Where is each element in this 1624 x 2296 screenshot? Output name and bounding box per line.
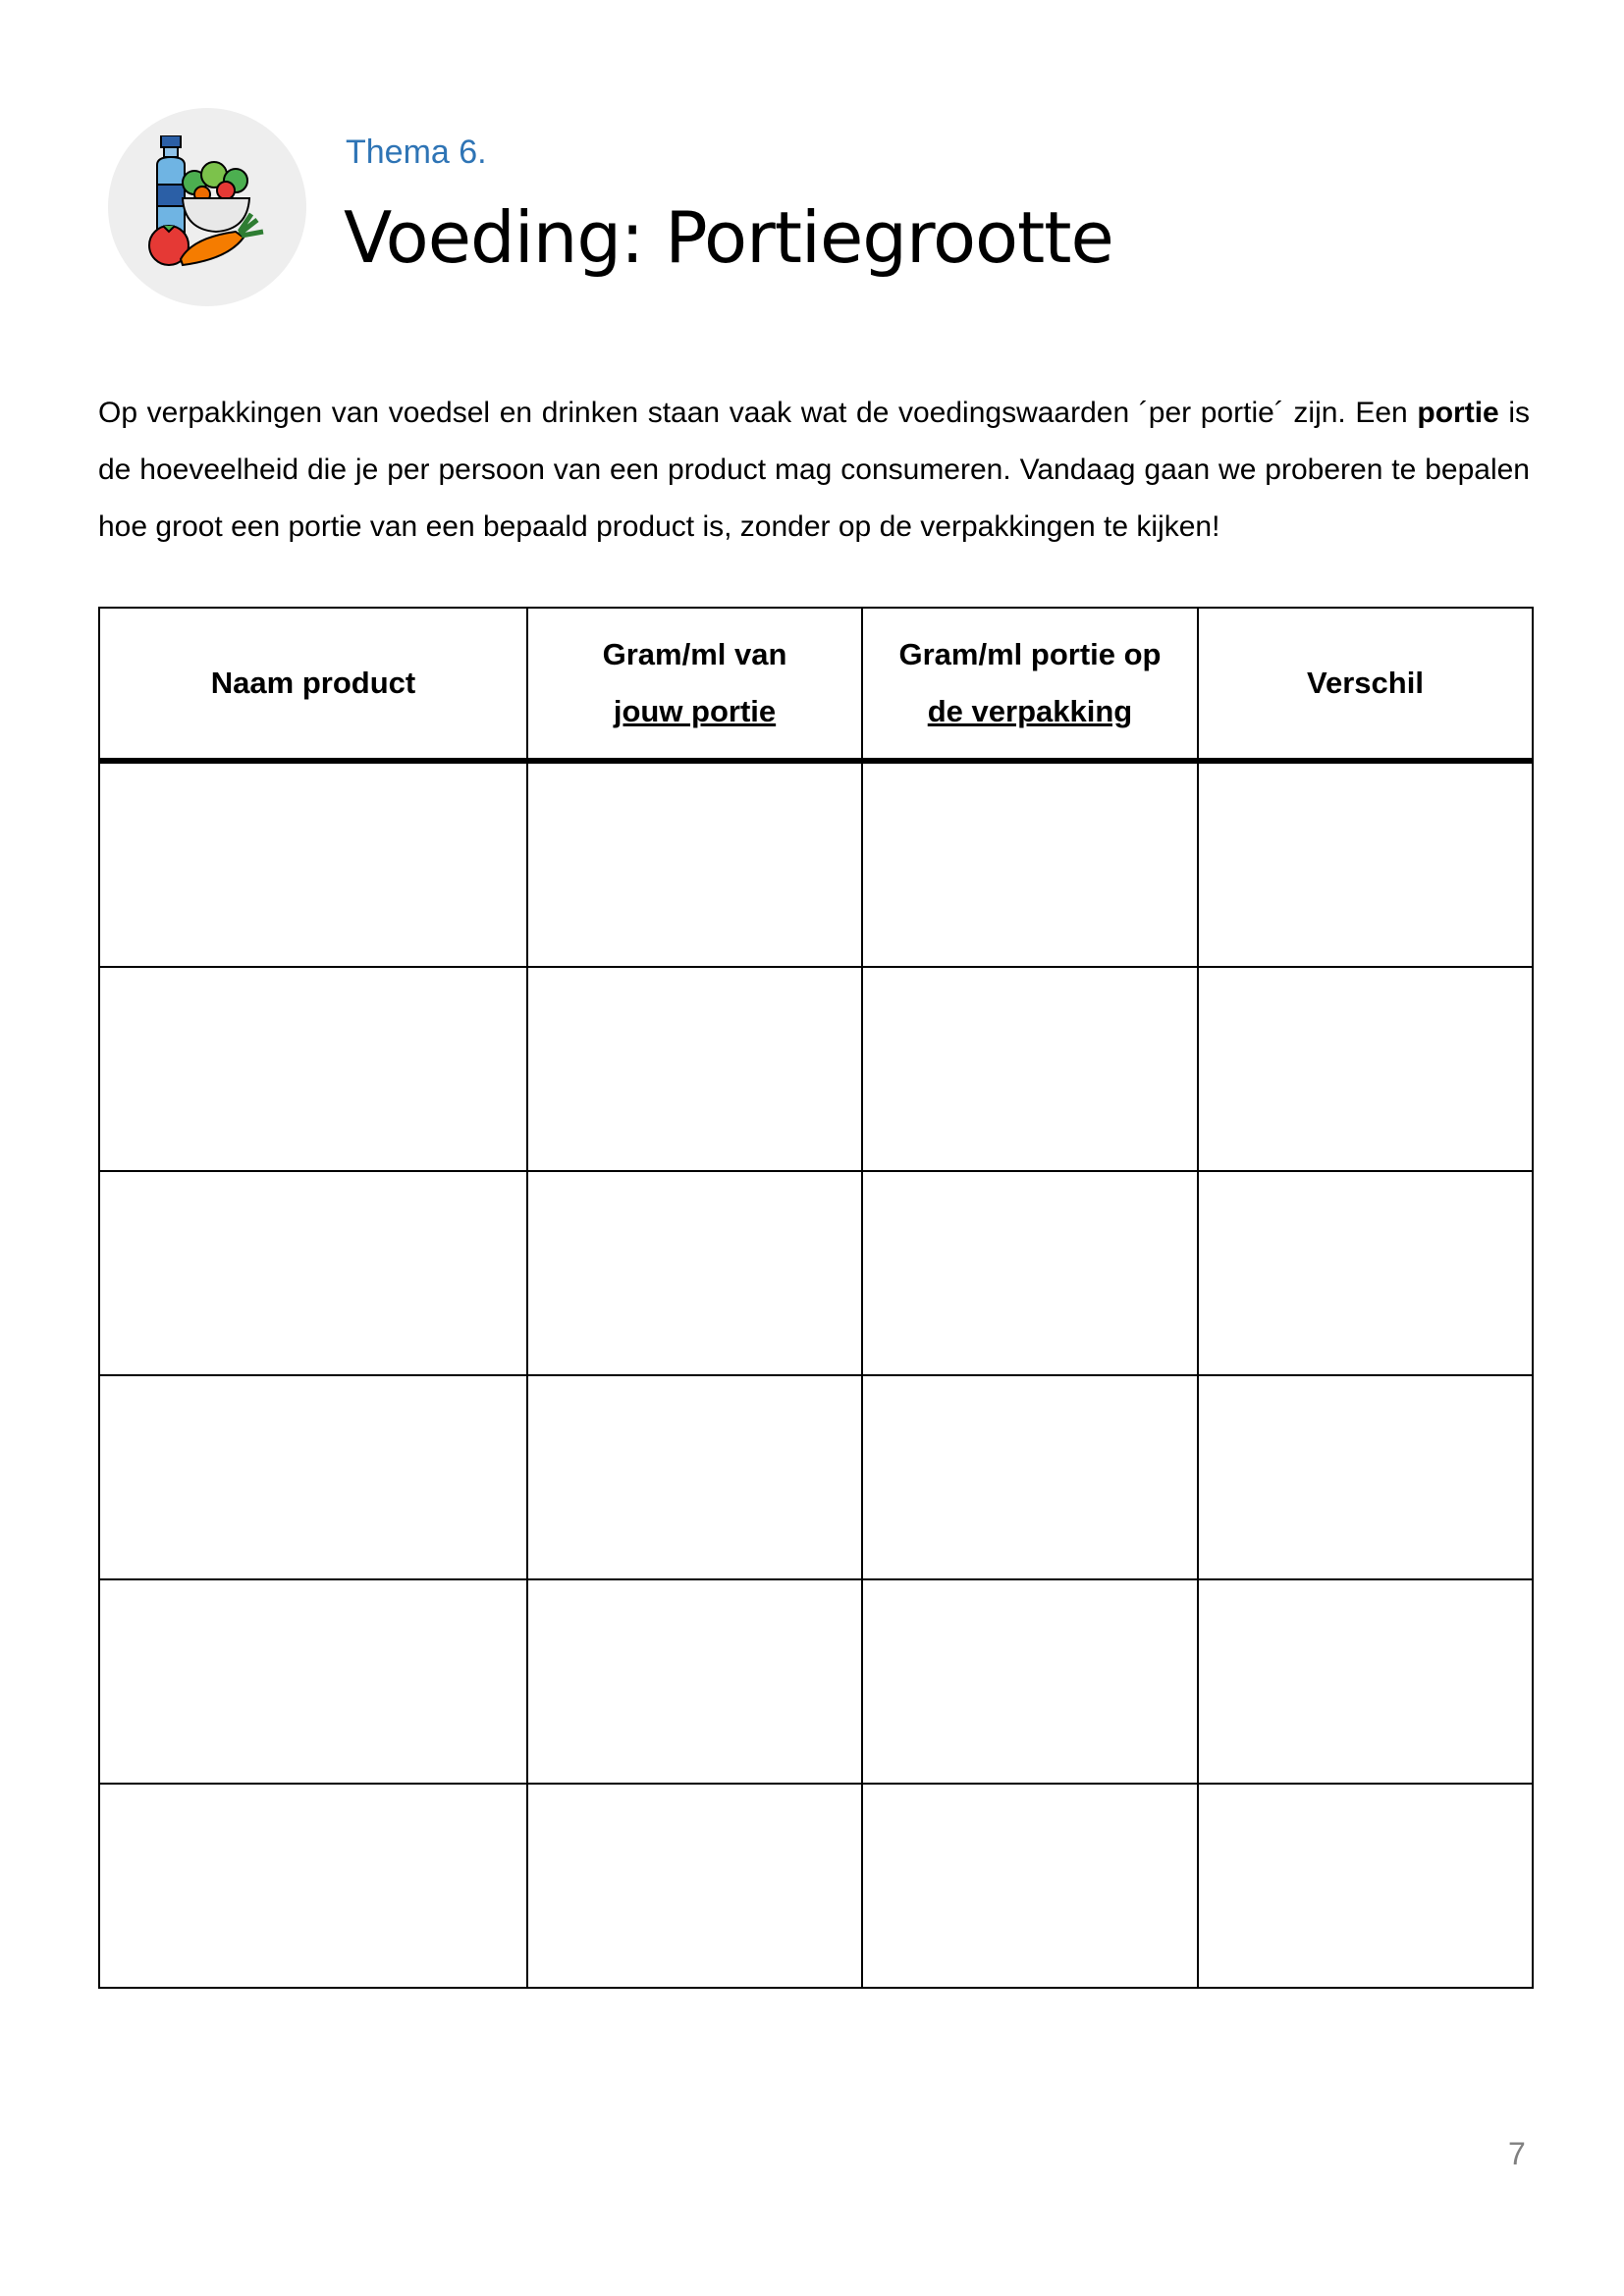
cell-your-portion[interactable] bbox=[527, 761, 862, 967]
cell-package-portion[interactable] bbox=[862, 1375, 1198, 1579]
cell-difference[interactable] bbox=[1198, 761, 1533, 967]
table-header-row bbox=[99, 608, 1533, 761]
header-difference bbox=[1198, 608, 1533, 761]
portion-table bbox=[98, 607, 1534, 1989]
cell-your-portion[interactable] bbox=[527, 1375, 862, 1579]
cell-package-portion[interactable] bbox=[862, 761, 1198, 967]
cell-product-name[interactable] bbox=[99, 761, 527, 967]
header-package-portion-line2: de verpakking bbox=[927, 694, 1133, 728]
table-row bbox=[99, 1784, 1533, 1988]
table-row bbox=[99, 761, 1533, 967]
theme-label: Thema 6. bbox=[346, 133, 487, 171]
cell-product-name[interactable] bbox=[99, 1579, 527, 1784]
food-icon bbox=[134, 135, 281, 283]
header-package-portion bbox=[862, 608, 1198, 761]
intro-text-1: Op verpakkingen van voedsel en drinken staan vaak wat de voedingswaarden ´per portie´ zijn. Een bbox=[98, 397, 1418, 429]
cell-your-portion[interactable] bbox=[527, 967, 862, 1171]
header-product-name-label: Naam product bbox=[210, 666, 416, 700]
header-your-portion-line2: jouw portie bbox=[613, 694, 777, 728]
table-row bbox=[99, 1171, 1533, 1375]
table-row bbox=[99, 1579, 1533, 1784]
header-product-name bbox=[99, 608, 527, 761]
cell-package-portion[interactable] bbox=[862, 1579, 1198, 1784]
cell-product-name[interactable] bbox=[99, 1784, 527, 1988]
intro-bold-term: portie bbox=[1417, 397, 1499, 429]
cell-package-portion[interactable] bbox=[862, 967, 1198, 1171]
cell-product-name[interactable] bbox=[99, 1171, 527, 1375]
page-title: Voeding: Portiegrootte bbox=[344, 196, 1113, 279]
header-your-portion bbox=[527, 608, 862, 761]
cell-your-portion[interactable] bbox=[527, 1784, 862, 1988]
cell-package-portion[interactable] bbox=[862, 1171, 1198, 1375]
logo-badge bbox=[108, 108, 306, 306]
cell-package-portion[interactable] bbox=[862, 1784, 1198, 1988]
cell-difference[interactable] bbox=[1198, 1784, 1533, 1988]
cell-product-name[interactable] bbox=[99, 1375, 527, 1579]
cell-difference[interactable] bbox=[1198, 967, 1533, 1171]
page-header bbox=[0, 0, 1624, 334]
cell-difference[interactable] bbox=[1198, 1375, 1533, 1579]
header-your-portion-line1: Gram/ml van bbox=[602, 637, 787, 671]
intro-paragraph bbox=[98, 385, 1530, 556]
cell-product-name[interactable] bbox=[99, 967, 527, 1171]
table-row bbox=[99, 1375, 1533, 1579]
cell-difference[interactable] bbox=[1198, 1171, 1533, 1375]
table-body bbox=[99, 761, 1533, 1988]
cell-your-portion[interactable] bbox=[527, 1579, 862, 1784]
table-row bbox=[99, 967, 1533, 1171]
cell-your-portion[interactable] bbox=[527, 1171, 862, 1375]
header-package-portion-line1: Gram/ml portie op bbox=[898, 637, 1162, 671]
intro-text-2: is de hoeveelheid die je per persoon van een product mag consumeren. Vandaag gaan we proberen te bepalen hoe groot een portie van een bepaald product is, zonder op de verpakkingen te kijken! bbox=[98, 397, 1531, 543]
cell-difference[interactable] bbox=[1198, 1579, 1533, 1784]
page-number: 7 bbox=[1508, 2136, 1526, 2171]
header-difference-label: Verschil bbox=[1307, 666, 1424, 700]
